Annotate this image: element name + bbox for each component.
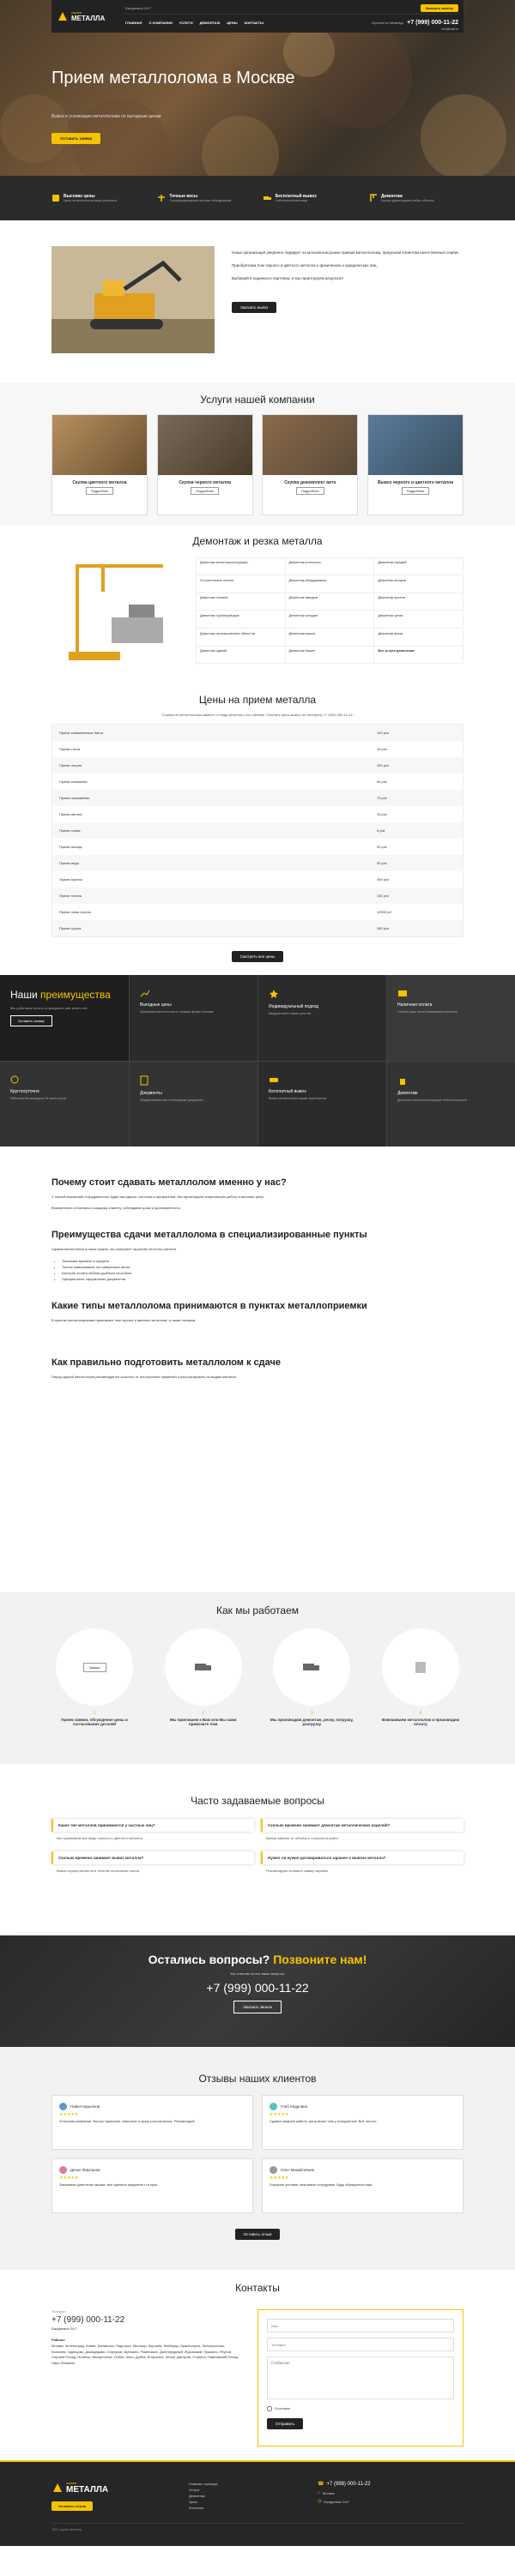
footer: скупка МЕТАЛЛА Оставить отзыв Главная страница Услуги Демонтаж Цены Контакты ☎ +7 (999) 000-11-22 ⌂ Москва ◷ Ежедневно 24/7 2021 Скупка металла — [0, 2460, 515, 2546]
logo-icon — [52, 2482, 64, 2494]
article-section: Почему стоит сдавать металлолом именно у нас? С нашей компанией сотрудничество будет выгодным, честным и прозрачным. Мы гарантируем оперативную работу и высокие цены. Внимательно относимся к каждому клиенту, соблюдаем сроки и договоренности. Преимущества сдачи металлолома в специализированные пункты Сдавая металлолом в наши пункты, вы получаете гарантию честного расчета. • Экономия времени и средств • Точное взвешивание на поверенных весах • Быстрая оплата любым удобным способом • Официальное оформление документов Какие типы металлолома принимаются в пунктах металлоприемки В пунктах металлоприемки принимают лом черных и цветных металлов, а также сплавов. Как правильно подготовить металлолом к сдаче Перед сдачей металлолом рекомендуется очистить от посторонних примесей и рассортировать по видам металла. — [0, 1147, 515, 1592]
clock-icon — [10, 1075, 19, 1084]
demolition-title: Демонтаж и резка металла — [192, 535, 323, 547]
table-row: Прием бронзы 450 р/кг — [59, 877, 390, 882]
advantages-intro: Наши преимущества Мы работаем честно и прозрачно уже много лет Оставить заявку — [0, 975, 129, 1061]
demolition-item[interactable]: Демонтаж складов — [286, 611, 375, 629]
table-row: Прием нержавейки 75 р/кг — [52, 790, 463, 806]
rating-stars: ★★★★★ — [59, 2112, 79, 2117]
reviews-title: Отзывы наших клиентов — [198, 2073, 317, 2085]
demolition-item[interactable]: Демонтаж трубопроводов — [197, 611, 286, 629]
footer-link[interactable]: Услуги — [189, 2488, 200, 2492]
service-details-button[interactable]: Подробнее — [296, 487, 324, 495]
step-circle — [165, 1628, 242, 1706]
demolition-item[interactable]: Демонтаж заводов — [286, 593, 375, 611]
steps-title: Как мы работаем — [215, 1604, 300, 1616]
table-row: Прием лома латуни 10000 р/т — [59, 910, 392, 914]
service-card[interactable]: Вывоз черного и цветного металла Подробнее — [367, 414, 464, 515]
nav-item[interactable]: КОНТАКТЫ — [244, 21, 264, 25]
article-heading: Преимущества сдачи металлолома в специализированные пункты — [52, 1230, 367, 1240]
cta-phone[interactable]: +7 (999) 000-11-22 — [206, 1981, 309, 1995]
table-row: Прием свинца 50 р/кг — [59, 845, 388, 849]
step-item: 4 Взвешиваем металлолом и производим оплату — [378, 1628, 464, 1726]
services-title: Услуги нашей компании — [200, 394, 315, 406]
message-input[interactable] — [267, 2356, 454, 2399]
phone-icon: ☎ — [318, 2482, 324, 2487]
faq-item[interactable]: Какие тип металлов принимаются у частных лиц? Мы принимаем все виды черного и цветного металла. — [52, 1819, 254, 1845]
faq-item[interactable]: Нужно ли нужно договариваться заранее о вывозе металла? Рекомендуем оставить заявку заранее. — [261, 1851, 464, 1877]
contacts-phone[interactable]: +7 (999) 000-11-22 — [52, 2315, 125, 2325]
rating-stars: ★★★★★ — [59, 2176, 79, 2181]
review-card: Олег Михайлечкин ★★★★★ Хорошие условия, вежливые сотрудники. Буду обращаться ещё. — [262, 2158, 464, 2213]
hero-section — [0, 0, 515, 176]
benefits-bar — [0, 176, 515, 220]
advantage-card: Выгодные цены Принимаем металлолом по лучшим ценам в Москве — [129, 975, 258, 1061]
document-icon — [140, 1075, 148, 1086]
rating-stars: ★★★★★ — [270, 2176, 289, 2181]
service-details-button[interactable]: Подробнее — [402, 487, 430, 495]
footer-link[interactable]: Главная страница — [189, 2482, 218, 2486]
step-circle — [382, 1628, 459, 1706]
about-paragraph: Наша организация уверенно лидирует на московском рынке приема металлолома, предлагая клиентам качественный сервис. — [232, 250, 460, 255]
header-bar — [52, 0, 464, 33]
advantage-card: Наличная оплата Оплата сразу после взвешивания металла — [386, 975, 515, 1061]
demolition-grid — [196, 557, 464, 665]
contacts-section: Контакты Телефон +7 (999) 000-11-22 Ежедневно 24/7 Районы Москва, Зеленоград, Химки, Балашиха, Подольск, Мытищи, Королёв, Люберцы, Красногорск, Электросталь, Коломна, Одинцово, Домодедово, Серпухов, Щёлкино, Раменское, Долгопрудный, Жуковский, Пушкино, Реутов, Сергиев Посад, Ногинск, Воскресенск, Лобня, Клин, Дубна, Егорьевск, Чехов, Дмитров, Ступино, Павловский Посад, Наро-Фоминск Имя Телефон Сообщение Я согласен Отправить — [0, 2270, 515, 2460]
service-details-button[interactable]: Подробнее — [191, 487, 219, 495]
demolition-item[interactable]: Демонтаж станков — [197, 593, 286, 611]
steps-section — [0, 1592, 515, 1764]
price-table — [52, 724, 464, 937]
step-request-button[interactable]: Заявка — [83, 1663, 106, 1672]
faq-title: Часто задаваемые вопросы — [191, 1795, 324, 1807]
consent-checkbox[interactable] — [267, 2406, 272, 2411]
wallet-icon — [397, 989, 408, 997]
step-item: Заявка 1 Прием заявки, обсуждение цены и согласование деталей — [52, 1628, 137, 1726]
star-icon — [269, 989, 279, 999]
location-icon: ⌂ — [318, 2490, 321, 2495]
article-heading: Как правильно подготовить металлолом к сдаче — [52, 1357, 281, 1368]
faq-item[interactable]: Сколько времени занимает вывоз металла? Вывоз осуществляется в течение нескольких часов. — [52, 1851, 254, 1877]
nav-item[interactable]: ГЛАВНАЯ — [125, 21, 142, 25]
service-image — [158, 415, 252, 475]
prices-title: Цены на прием металла — [198, 694, 317, 706]
crane-illustration — [52, 557, 189, 665]
avatar — [59, 2166, 67, 2174]
all-prices-button[interactable]: Смотреть все цены — [232, 951, 283, 962]
service-details-button[interactable]: Подробнее — [86, 487, 114, 495]
article-heading: Какие типы металлолома принимаются в пунктах металлоприемки — [52, 1300, 367, 1311]
copyright: 2021 Скупка металла — [52, 2528, 82, 2531]
header-email[interactable]: info@mail.ru — [441, 27, 458, 31]
demolition-item[interactable]: Демонтаж мостов — [374, 593, 464, 611]
faq-section — [0, 1764, 515, 1935]
avatar — [270, 2103, 277, 2110]
table-row: Прием чугуна 280 р/кг — [52, 920, 463, 936]
hero-subtitle: Вывоз и утилизация металлолома по выгодным ценам — [52, 114, 161, 119]
footer-review-button[interactable]: Оставить отзыв — [52, 2501, 93, 2511]
demolition-item[interactable]: Демонтаж оборудования — [286, 576, 375, 593]
advantage-card: Демонтаж Демонтаж металлоконструкций любой сложности — [386, 1061, 515, 1147]
benefit-item: Демонтаж Быстро демонтируем любые объекты — [369, 194, 464, 202]
services-section — [0, 383, 515, 525]
demolition-item[interactable]: Отопительных систем — [197, 576, 286, 593]
step-circle — [56, 1628, 133, 1706]
demolition-item[interactable]: Демонтаж промышленных объектов — [197, 629, 286, 647]
logo-icon — [57, 10, 69, 22]
demolition-item[interactable]: Демонтаж котельных — [286, 558, 375, 575]
clock-icon: ◷ — [318, 2499, 322, 2504]
service-image — [368, 415, 463, 475]
truck-icon — [195, 1661, 212, 1673]
submit-button[interactable]: Отправить — [267, 2418, 303, 2429]
nav-item[interactable]: ЦЕНЫ — [227, 21, 238, 25]
excavator-photo — [52, 246, 215, 353]
service-image — [263, 415, 357, 475]
review-card: Денис Фирсанов ★★★★★ Заказывал демонтаж гаража, всё сделали аккуратно и в срок. — [52, 2158, 253, 2213]
advantage-card: Круглосуточно Работаем без выходных 24 часа в сутки — [0, 1061, 129, 1147]
service-image — [52, 415, 147, 475]
footer-phone[interactable]: +7 (999) 000-11-22 — [326, 2481, 371, 2487]
table-row: Прием титана 130 р/кг — [52, 888, 463, 904]
leave-review-button[interactable]: Оставить отзыв — [235, 2229, 281, 2240]
hero-title: Прием металлолома в Москве — [52, 69, 295, 87]
service-card[interactable]: Скупка черного металла Подробнее — [157, 414, 253, 515]
about-paragraph: Выбирайте надежного партнера, и мы гарантируем результат! — [232, 276, 344, 280]
prices-intro: Стоимость металлолома зависит от вида металла и его объема. Уточнить цены можно по телефону +7 (999) 000-11-22. — [161, 713, 354, 717]
contacts-title: Контакты — [235, 2282, 280, 2294]
main-nav — [125, 21, 264, 25]
demolition-section — [0, 525, 515, 683]
demolition-item[interactable]: Демонтаж цехов — [374, 611, 464, 629]
avatar — [59, 2103, 67, 2110]
nav-item[interactable]: О КОМПАНИИ — [148, 21, 173, 25]
table-row: Прием магния 15 р/кг — [59, 812, 388, 816]
footer-logo[interactable]: скупка МЕТАЛЛА — [52, 2481, 163, 2495]
logo[interactable]: скупка МЕТАЛЛА — [57, 10, 125, 22]
callback-button[interactable]: Заказать звонок — [421, 4, 458, 12]
advantage-card: Бесплатный вывоз Вывоз металлолома нашим транспортом — [258, 1061, 386, 1147]
advantages-section — [0, 975, 515, 1147]
table-row: Прием латуни 250 р/кг — [52, 757, 463, 773]
footer-link[interactable]: Цены — [189, 2500, 198, 2504]
benefit-item: Точные весы Сертифицированное весовое оборудование — [157, 194, 251, 202]
phone-input[interactable] — [267, 2338, 454, 2351]
step-circle — [273, 1628, 350, 1706]
table-row: Прием алюминия 50 р/кг — [59, 779, 388, 784]
cta-callback-button[interactable]: Заказать звонок — [233, 2001, 282, 2013]
hand-icon — [397, 1075, 408, 1086]
table-row: Прием меди 90 р/кг — [52, 855, 463, 871]
review-card: Глеб Кедровин ★★★★★ Сдавал медный кабель, цена выше чем у конкурентов. Всё честно. — [262, 2095, 464, 2150]
nav-item[interactable]: ДЕМОНТАЖ — [199, 21, 221, 25]
avatar — [270, 2166, 277, 2174]
benefit-item: Высокие цены Цены на металлолом выше рыночных — [52, 194, 146, 202]
schedule: Ежедневно 24/7 — [125, 5, 151, 10]
benefit-item: Бесплатный вывоз Собственный автопарк — [264, 194, 358, 202]
table-row: Прием алюминиевых банок 100 р/кг — [52, 725, 463, 741]
demolition-item[interactable]: Демонтаж зданий — [197, 647, 286, 664]
step-item: 3 Мы производим демонтаж, резку, погрузку, разгрузку — [269, 1628, 354, 1726]
prices-section — [0, 683, 515, 975]
building-icon — [414, 1660, 427, 1674]
nav-item[interactable]: УСЛУГИ — [179, 21, 193, 25]
demolition-item[interactable]: Демонтаж гаражей — [374, 558, 464, 575]
demolition-item[interactable]: Демонтаж ангаров — [374, 576, 464, 593]
demolition-item[interactable]: Демонтаж ферм — [374, 629, 464, 647]
advantage-card: Индивидуальный подход Каждый клиент важен для нас — [258, 975, 386, 1061]
footer-link[interactable]: Контакты — [189, 2506, 204, 2510]
contact-form: Имя Телефон Сообщение Я согласен Отправить — [258, 2309, 464, 2447]
header-phone[interactable]: +7 (999) 000-11-22 — [407, 20, 458, 26]
car-icon — [269, 1075, 279, 1084]
review-card: Павел Кирьянов ★★★★★ Отличная компания, быстро приехали, взвесили и сразу рассчитались. Рекомендую! — [52, 2095, 253, 2150]
about-order-button[interactable]: Заказать вывоз — [232, 302, 276, 313]
footer-link[interactable]: Демонтаж — [189, 2494, 205, 2498]
crane-icon — [369, 194, 378, 202]
about-section — [0, 220, 515, 383]
contact-note: Спросите по WhatsApp — [371, 21, 404, 25]
about-paragraph: Приобретаем лом черного и цветного металла у физических и юридических лиц. — [232, 263, 378, 268]
step-item: 2 Мы приезжаем к Вам или Вы сами привозите лом — [161, 1628, 246, 1726]
truck-icon — [264, 194, 272, 202]
hero-order-button[interactable]: Оставить заявку — [52, 133, 100, 144]
table-row: Прием стали 15 р/кг — [59, 747, 388, 751]
price-tag-icon — [52, 194, 60, 202]
faq-item[interactable]: Сколько времени занимает демонтаж металлических изделий? Время зависит от объема и сложности работ. — [261, 1819, 464, 1845]
cta-section: Остались вопросы? Позвоните нам! Мы ответим на все ваши вопросы +7 (999) 000-11-22 Заказать звонок — [0, 1935, 515, 2047]
article-list: • Экономия времени и средств • Точное взвешивание на поверенных весах • Быстрая оплата любым удобным способом • Официальное оформление документов — [52, 1258, 464, 1282]
name-input[interactable] — [267, 2319, 454, 2332]
demolition-item[interactable]: Демонтаж вышек — [286, 629, 375, 647]
service-card[interactable]: Скупка цветного металла Подробнее — [52, 414, 148, 515]
truck-icon — [303, 1661, 320, 1673]
table-row: Прием олова 5 р/кг — [52, 822, 463, 839]
service-card[interactable]: Скупка декомплект авто Подробнее — [262, 414, 358, 515]
advantage-card: Документы Предоставляем все необходимые документы — [129, 1061, 258, 1147]
chart-up-icon — [140, 989, 150, 997]
rating-stars: ★★★★★ — [270, 2112, 289, 2117]
scales-icon — [157, 194, 166, 202]
advantages-order-button[interactable]: Оставить заявку — [10, 1015, 52, 1026]
demolition-all-button[interactable]: Все услуги демонтажа — [374, 647, 464, 664]
reviews-section — [0, 2047, 515, 2270]
demolition-item[interactable]: Демонтаж башен — [286, 647, 375, 664]
regions-list: Москва, Зеленоград, Химки, Балашиха, Подольск, Мытищи, Королёв, Люберцы, Красногорск, Электросталь, Коломна, Одинцово, Домодедово, Серпухов, Щёлкино, Раменское, Долгопрудный, Жуковский, Пушкино, Реутов, Сергиев Посад, Ногинск, Воскресенск, Лобня, Клин, Дубна, Егорьевск, Чехов, Дмитров, Ступино, Павловский Посад, Наро-Фоминск — [52, 2344, 239, 2365]
demolition-item[interactable]: Демонтаж металлоконструкций — [197, 558, 286, 575]
article-heading: Почему стоит сдавать металлолом именно у нас? — [52, 1177, 287, 1188]
